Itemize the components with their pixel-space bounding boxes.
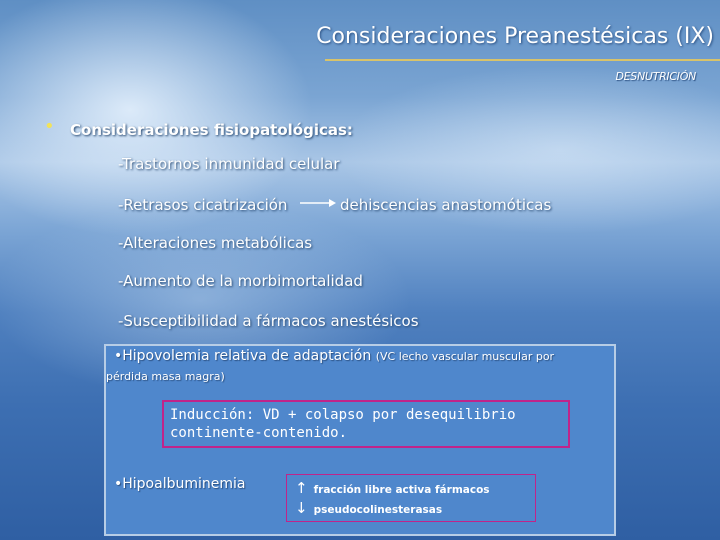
induction-line-1: Inducción: VD + colapso por desequilibrio [170,407,516,423]
item-retrasos: -Retrasos cicatrización [118,196,288,214]
slide-title: Consideraciones Preanestésicas (IX) [316,24,714,49]
section-heading: Consideraciones fisiopatológicas: [70,121,353,139]
hipovolemia-line [114,348,554,364]
arrow-up-icon: ↑ [295,479,308,497]
hipoalbuminemia-title: •Hipoalbuminemia [114,476,246,492]
effect-up-label: fracción libre activa fármacos [313,484,490,496]
item-alteraciones: -Alteraciones metabólicas [118,234,313,252]
item-aumento: -Aumento de la morbimortalidad [118,272,363,290]
effect-down-row [295,499,442,517]
hipovolemia-note-cont: pérdida masa magra) [106,370,225,383]
effect-down-label: pseudocolinesterasas [313,504,443,516]
slide-subtitle: DESNUTRICIÓN [615,70,696,83]
induction-line-2: continente-contenido. [170,425,348,441]
item-trastornos: -Trastornos inmunidad celular [118,155,340,173]
detail-box [104,344,616,536]
hipoalbuminemia-effects-box [286,474,536,522]
induction-box [162,400,570,448]
hipovolemia-title: •Hipovolemia relativa de adaptación [114,348,372,364]
bullet-icon: • [44,116,55,137]
item-dehiscencias: dehiscencias anastomóticas [340,196,552,214]
hipovolemia-note: (VC lecho vascular muscular por [375,350,555,363]
title-underline [325,59,720,61]
effect-up-row [295,479,490,497]
arrow-down-icon: ↓ [295,499,308,517]
item-susceptibilidad: -Susceptibilidad a fármacos anestésicos [118,312,419,330]
right-arrow-icon [298,196,338,210]
